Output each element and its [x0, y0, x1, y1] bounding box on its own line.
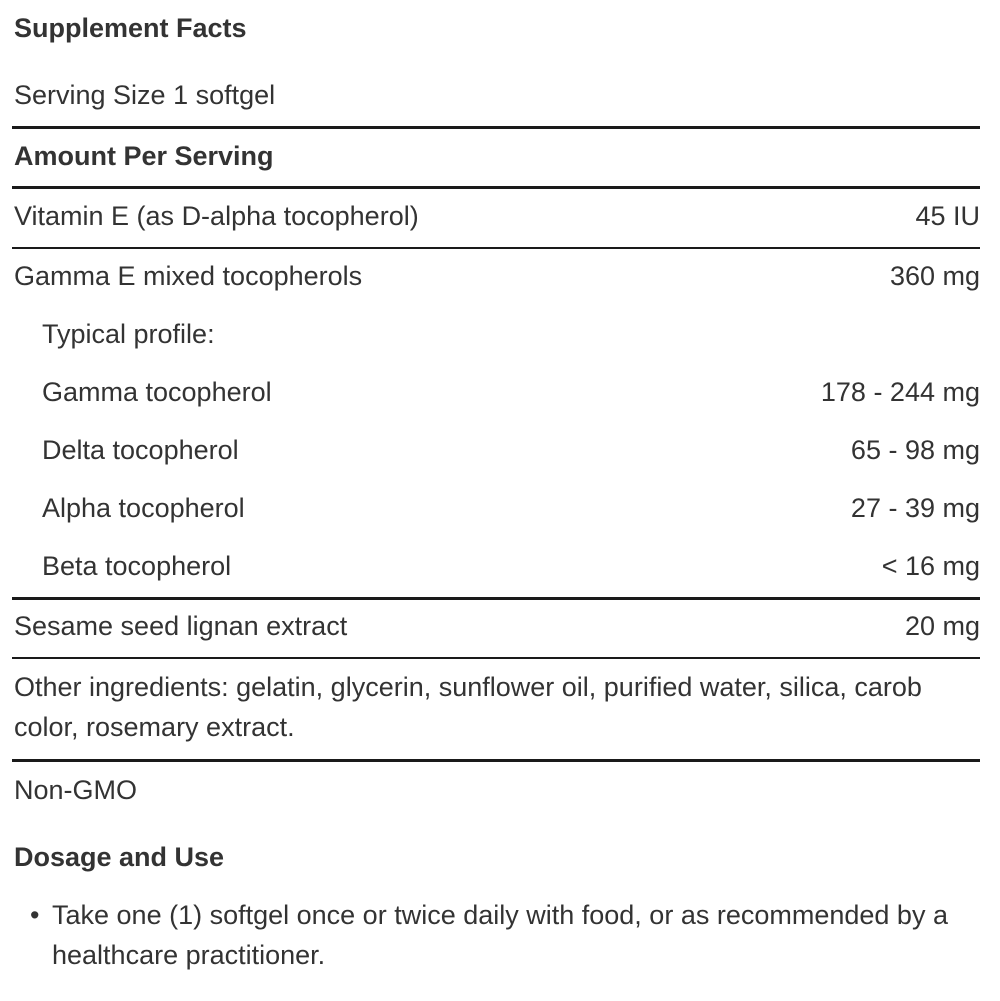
ingredient-amount: 20 mg: [904, 611, 980, 641]
profile-row-delta: [42, 433, 980, 467]
ingredient-row-sesame: [14, 609, 980, 643]
profile-name: Beta tocopherol: [42, 551, 232, 581]
amount-per-serving-heading: Amount Per Serving: [14, 141, 274, 171]
other-ingredients: Other ingredients: gelatin, glycerin, sunflower oil, purified water, silica, carob color, rosemary extract.: [14, 672, 922, 742]
profile-amount: 27 - 39 mg: [850, 493, 980, 523]
serving-size: Serving Size 1 softgel: [14, 80, 276, 110]
dosage-heading: Dosage and Use: [14, 842, 225, 872]
supplement-facts-title: Supplement Facts: [14, 13, 247, 43]
bullet-icon: •: [30, 900, 40, 930]
divider-thick: [12, 186, 980, 189]
divider-thin: [12, 247, 980, 249]
typical-profile-label: Typical profile:: [42, 319, 215, 349]
non-gmo-label: Non-GMO: [14, 775, 138, 805]
profile-amount: 65 - 98 mg: [850, 435, 980, 465]
divider-thick: [12, 597, 980, 600]
profile-amount: < 16 mg: [881, 551, 980, 581]
profile-row-gamma: [42, 375, 980, 409]
divider-thick: [12, 126, 980, 129]
dosage-list-item: [30, 895, 970, 975]
profile-row-alpha: [42, 491, 980, 525]
ingredient-amount: 45 IU: [915, 201, 980, 231]
profile-name: Alpha tocopherol: [42, 493, 245, 523]
ingredient-row-gamma-e: [14, 259, 980, 293]
divider-thick: [12, 759, 980, 762]
ingredient-amount: 360 mg: [889, 261, 980, 291]
profile-name: Delta tocopherol: [42, 435, 239, 465]
profile-row-beta: [42, 549, 980, 583]
ingredient-name: Gamma E mixed tocopherols: [14, 261, 363, 291]
profile-amount: 178 - 244 mg: [820, 377, 980, 407]
ingredient-row-vitamin-e: [14, 199, 980, 233]
ingredient-name: Vitamin E (as D-alpha tocopherol): [14, 201, 419, 231]
ingredient-name: Sesame seed lignan extract: [14, 611, 348, 641]
divider-thin: [12, 657, 980, 659]
profile-name: Gamma tocopherol: [42, 377, 272, 407]
dosage-text: Take one (1) softgel once or twice daily with food, or as recommended by a healthcare practitioner.: [52, 900, 948, 970]
